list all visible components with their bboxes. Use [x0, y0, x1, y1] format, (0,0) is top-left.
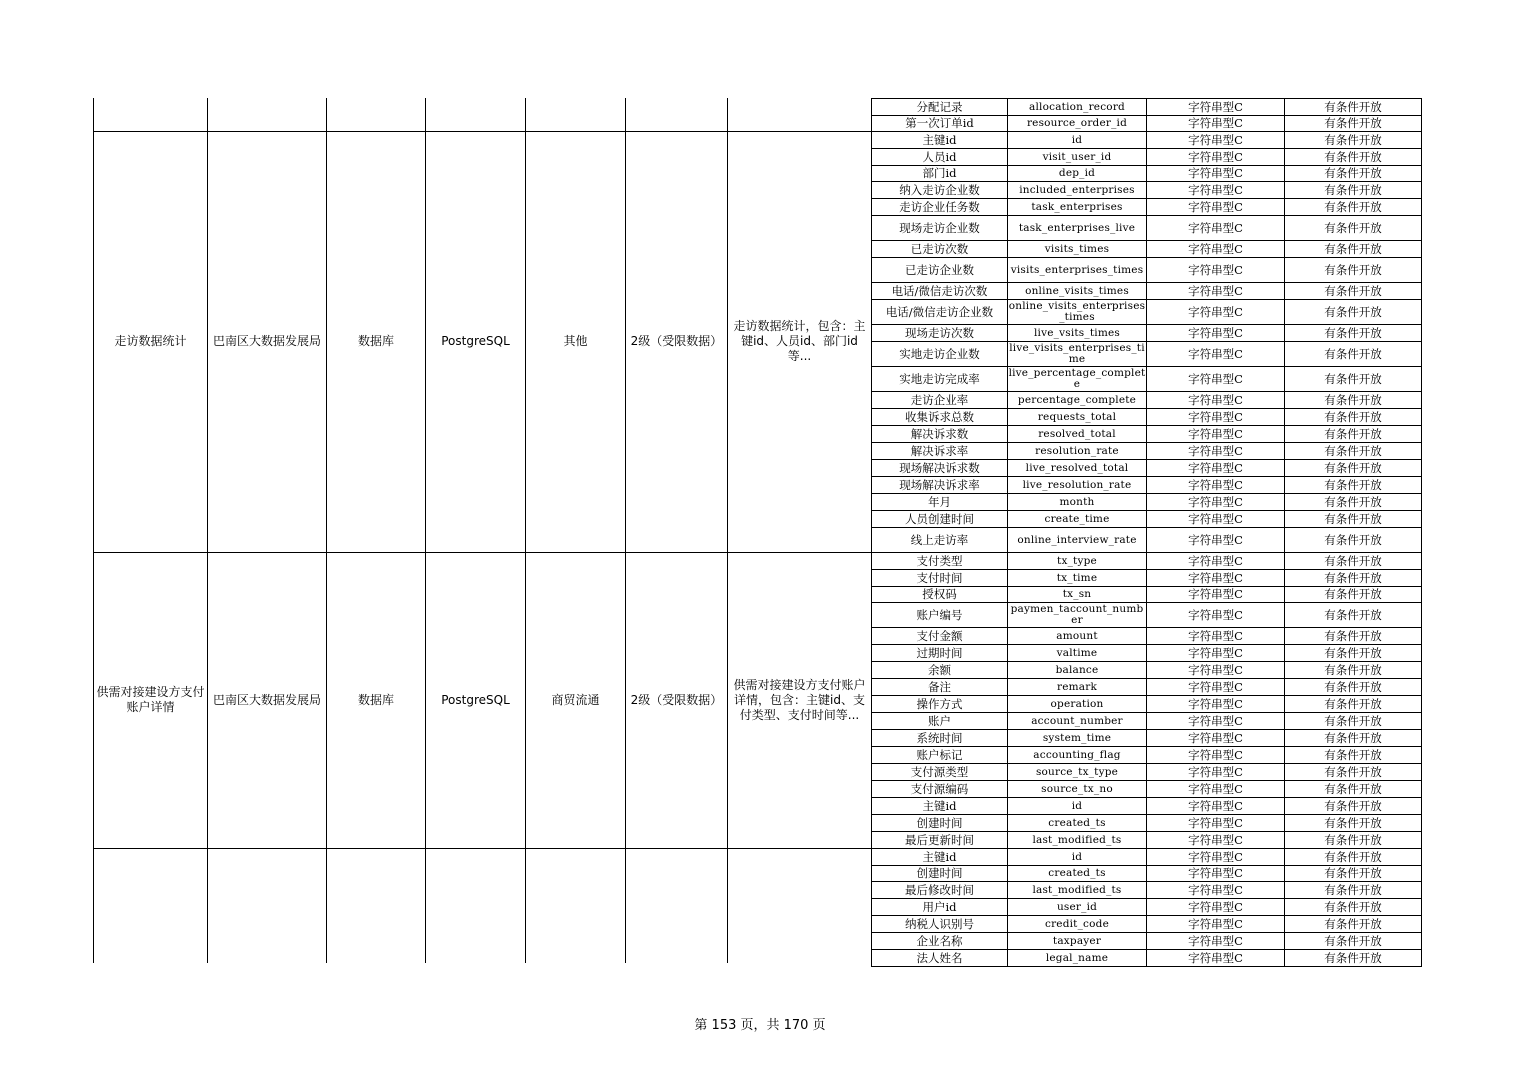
field-en-name-cell: legal_name [1045, 951, 1109, 964]
field-cn-name-cell: 主键id [922, 849, 957, 864]
field-open-cell: 有条件开放 [1324, 916, 1382, 931]
field-cn-name-cell: 走访企业率 [910, 392, 969, 407]
field-en-name-cell: visits_enterprises_times [1010, 263, 1144, 276]
field-open-cell: 有条件开放 [1324, 199, 1382, 214]
field-open-cell: 有条件开放 [1324, 882, 1382, 897]
field-type-cell: 字符串型C [1188, 443, 1243, 458]
field-open-cell: 有条件开放 [1324, 262, 1382, 277]
field-cn-name-cell: 人员创建时间 [905, 511, 974, 526]
field-en-name-cell: valtime [1056, 646, 1098, 659]
field-cn-name-cell: 创建时间 [916, 815, 963, 830]
field-type-cell: 字符串型C [1188, 645, 1243, 660]
storage-cell: 数据库 [357, 692, 394, 707]
field-en-name-cell: create_time [1044, 512, 1110, 525]
field-cn-name-cell: 过期时间 [916, 645, 963, 660]
field-en-name-cell: included_enterprises [1019, 183, 1135, 196]
field-cn-name-cell: 实地走访企业数 [899, 346, 980, 361]
domain-cell: 其他 [563, 334, 588, 348]
field-open-cell: 有条件开放 [1324, 781, 1382, 796]
field-type-cell: 字符串型C [1188, 392, 1243, 407]
field-type-cell: 字符串型C [1188, 696, 1243, 711]
field-en-name-cell: online_visits_enterprises_times [1008, 300, 1146, 323]
storage-cell [327, 848, 425, 966]
field-en-name-cell: system_time [1042, 731, 1112, 744]
field-open-cell: 有条件开放 [1324, 587, 1382, 601]
field-en-name-cell: created_ts [1048, 816, 1106, 829]
field-en-name-cell: created_ts [1048, 867, 1106, 879]
field-cn-name-cell: 主键id [922, 132, 957, 147]
field-type-cell: 字符串型C [1188, 283, 1243, 298]
field-open-cell: 有条件开放 [1324, 409, 1382, 424]
field-en-name-cell: online_interview_rate [1017, 533, 1137, 546]
field-open-cell: 有条件开放 [1324, 662, 1382, 677]
department-cell: 巴南区大数据发展局 [212, 692, 321, 707]
field-en-name-cell: percentage_complete [1017, 393, 1137, 406]
field-type-cell: 字符串型C [1188, 882, 1243, 897]
field-en-name-cell: live_percentage_complete [1008, 367, 1146, 390]
field-en-name-cell: tx_type [1057, 554, 1097, 567]
field-open-cell: 有条件开放 [1324, 832, 1382, 847]
field-open-cell: 有条件开放 [1324, 304, 1382, 319]
field-open-cell: 有条件开放 [1324, 607, 1382, 622]
field-cn-name-cell: 授权码 [922, 587, 957, 601]
field-open-cell: 有条件开放 [1324, 798, 1382, 813]
level-cell: 2级（受限数据） [630, 334, 723, 348]
field-cn-name-cell: 法人姓名 [916, 950, 963, 965]
field-type-cell: 字符串型C [1188, 899, 1243, 914]
field-type-cell: 字符串型C [1188, 815, 1243, 830]
field-en-name-cell: account_number [1031, 714, 1123, 727]
field-cn-name-cell: 电话/微信走访企业数 [885, 304, 994, 319]
field-type-cell: 字符串型C [1188, 781, 1243, 796]
field-open-cell: 有条件开放 [1324, 532, 1382, 547]
field-type-cell: 字符串型C [1188, 832, 1243, 847]
field-open-cell: 有条件开放 [1324, 283, 1382, 298]
field-en-name-cell: id [1071, 799, 1083, 812]
field-cn-name-cell: 现场解决诉求数 [899, 460, 980, 475]
field-en-name-cell: tx_time [1056, 571, 1098, 584]
field-open-cell: 有条件开放 [1324, 815, 1382, 830]
field-cn-name-cell: 支付时间 [916, 570, 963, 585]
field-en-name-cell: id [1071, 133, 1083, 146]
field-cn-name-cell: 主键id [922, 798, 957, 813]
description-cell [728, 98, 871, 131]
field-en-name-cell: credit_code [1044, 917, 1109, 930]
department-cell: 巴南区大数据发展局 [212, 334, 321, 348]
description-cell [728, 848, 871, 966]
field-cn-name-cell: 人员id [922, 149, 957, 164]
field-type-cell: 字符串型C [1188, 798, 1243, 813]
field-en-name-cell: visit_user_id [1042, 150, 1112, 163]
domain-cell: 商贸流通 [551, 692, 600, 707]
field-open-cell: 有条件开放 [1324, 645, 1382, 660]
field-type-cell: 字符串型C [1188, 628, 1243, 643]
field-open-cell: 有条件开放 [1324, 99, 1382, 114]
field-open-cell: 有条件开放 [1324, 933, 1382, 948]
dataset-name-cell: 走访数据统计 [114, 334, 187, 348]
field-en-name-cell: resolved_total [1038, 427, 1116, 440]
field-type-cell: 字符串型C [1188, 570, 1243, 585]
department-cell [208, 98, 326, 131]
field-type-cell: 字符串型C [1188, 132, 1243, 147]
field-en-name-cell: resolution_rate [1035, 444, 1119, 457]
storage-cell: 数据库 [357, 334, 394, 348]
field-type-cell: 字符串型C [1188, 371, 1243, 386]
field-en-name-cell: requests_total [1037, 410, 1117, 423]
field-en-name-cell: taxpayer [1052, 934, 1102, 947]
field-en-name-cell: dep_id [1058, 167, 1096, 179]
field-cn-name-cell: 纳税人识别号 [905, 916, 974, 931]
field-en-name-cell: last_modified_ts [1032, 833, 1122, 846]
field-type-cell: 字符串型C [1188, 747, 1243, 762]
field-type-cell: 字符串型C [1188, 511, 1243, 526]
field-type-cell: 字符串型C [1188, 679, 1243, 694]
domain-cell [526, 848, 625, 966]
field-open-cell: 有条件开放 [1324, 696, 1382, 711]
field-type-cell: 字符串型C [1188, 166, 1243, 180]
field-cn-name-cell: 备注 [928, 679, 951, 694]
field-cn-name-cell: 账户编号 [916, 607, 963, 622]
field-cn-name-cell: 分配记录 [916, 99, 963, 114]
field-en-name-cell: user_id [1056, 900, 1098, 913]
field-cn-name-cell: 支付金额 [916, 628, 963, 643]
field-en-name-cell: accounting_flag [1033, 748, 1121, 761]
field-en-name-cell: last_modified_ts [1032, 883, 1122, 896]
field-en-name-cell: operation [1050, 697, 1104, 710]
field-open-cell: 有条件开放 [1324, 241, 1382, 256]
field-en-name-cell: allocation_record [1029, 100, 1125, 113]
field-en-name-cell: paymen_taccount_number [1010, 603, 1144, 626]
db-type-cell: PostgreSQL [441, 692, 510, 707]
field-cn-name-cell: 线上走访率 [910, 532, 969, 547]
dataset-name-cell [94, 848, 207, 966]
department-cell [208, 848, 326, 966]
grid-row-line [871, 966, 1422, 967]
field-open-cell: 有条件开放 [1324, 511, 1382, 526]
field-cn-name-cell: 支付源编码 [910, 781, 969, 796]
field-en-name-cell: amount [1056, 629, 1098, 642]
field-en-name-cell: live_resolution_rate [1022, 478, 1132, 491]
field-cn-name-cell: 已走访次数 [910, 241, 969, 256]
level-cell [626, 98, 727, 131]
field-type-cell: 字符串型C [1188, 149, 1243, 164]
field-type-cell: 字符串型C [1188, 730, 1243, 745]
field-cn-name-cell: 操作方式 [916, 696, 963, 711]
field-cn-name-cell: 电话/微信走访次数 [891, 283, 988, 298]
field-cn-name-cell: 最后更新时间 [905, 832, 974, 847]
field-type-cell: 字符串型C [1188, 713, 1243, 728]
field-cn-name-cell: 已走访企业数 [905, 262, 974, 277]
domain-cell [526, 98, 625, 131]
level-cell [626, 848, 727, 966]
field-cn-name-cell: 系统时间 [916, 730, 963, 745]
dataset-name-cell: 供需对接建设方支付账户详情 [96, 685, 205, 714]
field-cn-name-cell: 最后修改时间 [905, 882, 974, 897]
field-open-cell: 有条件开放 [1324, 570, 1382, 585]
field-open-cell: 有条件开放 [1324, 149, 1382, 164]
field-cn-name-cell: 部门id [922, 166, 957, 180]
field-type-cell: 字符串型C [1188, 849, 1243, 864]
field-cn-name-cell: 支付源类型 [910, 764, 969, 779]
field-en-name-cell: id [1071, 850, 1083, 863]
field-type-cell: 字符串型C [1188, 764, 1243, 779]
field-type-cell: 字符串型C [1188, 241, 1243, 256]
field-cn-name-cell: 余额 [928, 662, 951, 677]
field-open-cell: 有条件开放 [1324, 182, 1382, 197]
grid-column-line [1421, 98, 1422, 967]
field-open-cell: 有条件开放 [1324, 166, 1382, 180]
field-type-cell: 字符串型C [1188, 182, 1243, 197]
field-open-cell: 有条件开放 [1324, 628, 1382, 643]
field-type-cell: 字符串型C [1188, 325, 1243, 340]
field-en-name-cell: task_enterprises [1031, 200, 1123, 213]
field-open-cell: 有条件开放 [1324, 730, 1382, 745]
field-open-cell: 有条件开放 [1324, 392, 1382, 407]
field-cn-name-cell: 解决诉求率 [910, 443, 969, 458]
field-cn-name-cell: 收集诉求总数 [905, 409, 974, 424]
storage-cell [327, 98, 425, 131]
description-cell: 走访数据统计，包含：主键id、人员id、部门id等... [733, 319, 866, 363]
field-type-cell: 字符串型C [1188, 950, 1243, 965]
field-type-cell: 字符串型C [1188, 553, 1243, 568]
field-open-cell: 有条件开放 [1324, 679, 1382, 694]
field-cn-name-cell: 第一次订单id [905, 116, 974, 130]
field-en-name-cell: balance [1055, 663, 1099, 676]
field-open-cell: 有条件开放 [1324, 764, 1382, 779]
description-cell: 供需对接建设方支付账户详情，包含：主键id、支付类型、支付时间等... [733, 677, 866, 722]
field-cn-name-cell: 账户标记 [916, 747, 963, 762]
field-type-cell: 字符串型C [1188, 199, 1243, 214]
field-en-name-cell: remark [1056, 680, 1098, 693]
field-en-name-cell: online_visits_times [1025, 284, 1129, 297]
field-open-cell: 有条件开放 [1324, 494, 1382, 509]
field-open-cell: 有条件开放 [1324, 346, 1382, 361]
field-type-cell: 字符串型C [1188, 460, 1243, 475]
field-type-cell: 字符串型C [1188, 933, 1243, 948]
field-en-name-cell: live_visits_enterprises_time [1009, 342, 1145, 365]
page-footer: 第 153 页，共 170 页 [694, 1018, 826, 1033]
field-open-cell: 有条件开放 [1324, 132, 1382, 147]
field-type-cell: 字符串型C [1188, 587, 1243, 601]
field-open-cell: 有条件开放 [1324, 460, 1382, 475]
field-open-cell: 有条件开放 [1324, 220, 1382, 235]
dataset-name-cell [94, 98, 207, 131]
field-type-cell: 字符串型C [1188, 409, 1243, 424]
field-cn-name-cell: 现场解决诉求率 [899, 477, 980, 492]
field-type-cell: 字符串型C [1188, 346, 1243, 361]
field-cn-name-cell: 走访企业任务数 [899, 199, 980, 214]
field-open-cell: 有条件开放 [1324, 443, 1382, 458]
field-open-cell: 有条件开放 [1324, 713, 1382, 728]
field-en-name-cell: resource_order_id [1026, 117, 1128, 129]
field-cn-name-cell: 创建时间 [916, 866, 963, 880]
field-open-cell: 有条件开放 [1324, 553, 1382, 568]
field-en-name-cell: live_resolved_total [1025, 461, 1129, 474]
db-type-cell: PostgreSQL [441, 334, 510, 348]
field-cn-name-cell: 实地走访完成率 [899, 371, 980, 386]
field-cn-name-cell: 用户id [922, 899, 957, 914]
field-type-cell: 字符串型C [1188, 99, 1243, 114]
field-type-cell: 字符串型C [1188, 477, 1243, 492]
field-open-cell: 有条件开放 [1324, 477, 1382, 492]
field-cn-name-cell: 账户 [928, 713, 951, 728]
field-en-name-cell: source_tx_type [1035, 765, 1119, 778]
field-type-cell: 字符串型C [1188, 426, 1243, 441]
field-en-name-cell: live_vsits_times [1034, 326, 1120, 339]
field-open-cell: 有条件开放 [1324, 325, 1382, 340]
field-type-cell: 字符串型C [1188, 494, 1243, 509]
field-cn-name-cell: 支付类型 [916, 553, 963, 568]
field-open-cell: 有条件开放 [1324, 950, 1382, 965]
level-cell: 2级（受限数据） [630, 692, 723, 707]
field-cn-name-cell: 现场走访企业数 [899, 220, 980, 235]
field-type-cell: 字符串型C [1188, 662, 1243, 677]
field-open-cell: 有条件开放 [1324, 866, 1382, 880]
field-open-cell: 有条件开放 [1324, 747, 1382, 762]
field-open-cell: 有条件开放 [1324, 371, 1382, 386]
db-type-cell [426, 848, 525, 966]
field-type-cell: 字符串型C [1188, 916, 1243, 931]
field-type-cell: 字符串型C [1188, 304, 1243, 319]
field-type-cell: 字符串型C [1188, 116, 1243, 130]
field-type-cell: 字符串型C [1188, 220, 1243, 235]
field-cn-name-cell: 纳入走访企业数 [899, 182, 980, 197]
field-en-name-cell: tx_sn [1062, 588, 1092, 600]
field-type-cell: 字符串型C [1188, 607, 1243, 622]
field-open-cell: 有条件开放 [1324, 116, 1382, 130]
field-en-name-cell: task_enterprises_live [1018, 221, 1136, 234]
field-type-cell: 字符串型C [1188, 866, 1243, 880]
field-en-name-cell: source_tx_no [1041, 782, 1113, 795]
field-cn-name-cell: 解决诉求数 [910, 426, 969, 441]
field-open-cell: 有条件开放 [1324, 899, 1382, 914]
db-type-cell [426, 98, 525, 131]
field-cn-name-cell: 年月 [928, 494, 951, 509]
field-type-cell: 字符串型C [1188, 532, 1243, 547]
field-en-name-cell: month [1059, 495, 1095, 508]
field-cn-name-cell: 现场走访次数 [905, 325, 974, 340]
field-en-name-cell: visits_times [1044, 242, 1110, 255]
field-cn-name-cell: 企业名称 [916, 933, 963, 948]
field-type-cell: 字符串型C [1188, 262, 1243, 277]
field-open-cell: 有条件开放 [1324, 426, 1382, 441]
field-open-cell: 有条件开放 [1324, 849, 1382, 864]
